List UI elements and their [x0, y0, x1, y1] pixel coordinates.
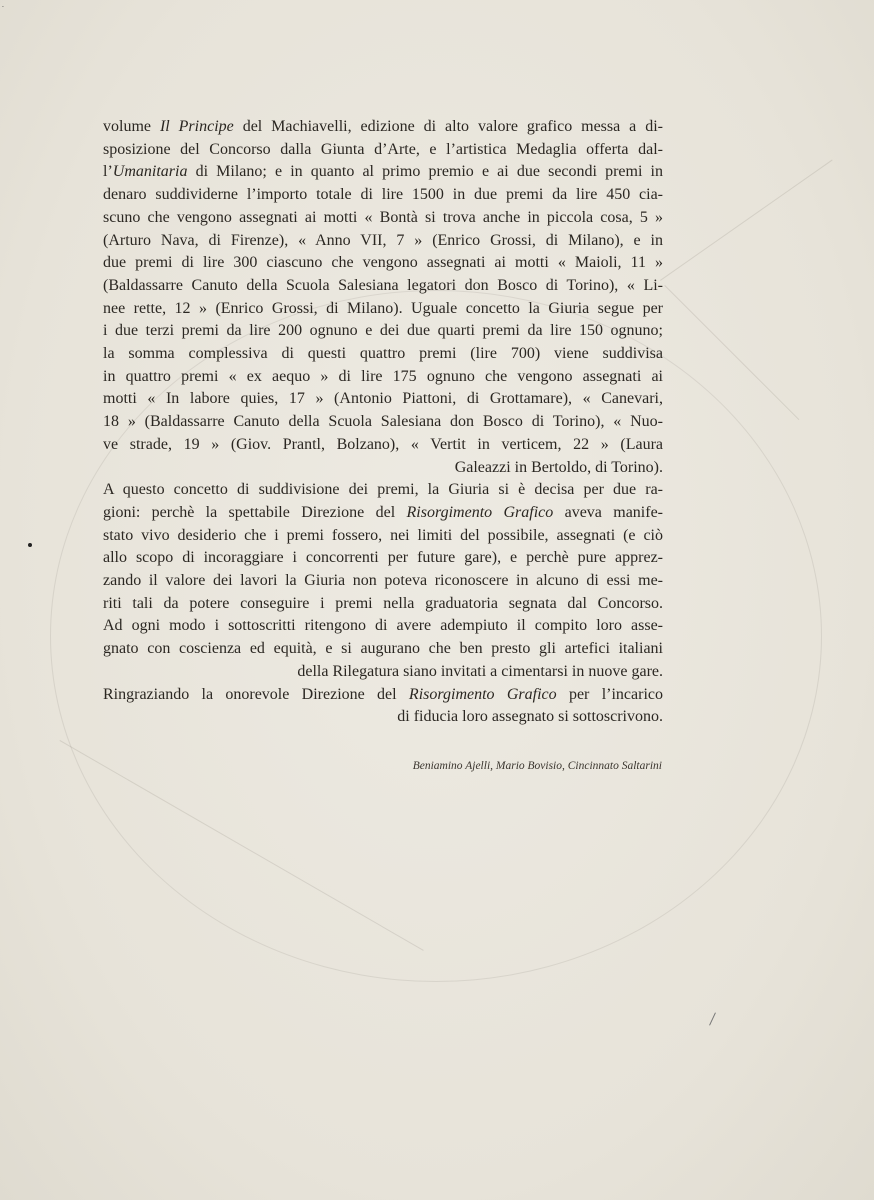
text-line: zando il valore dei lavori la Giuria non poteva riconoscere in alcuno di essi me-: [103, 572, 663, 590]
text-line: A questo concetto di suddivisione dei premi, la Giuria si è decisa per due ra-: [103, 481, 663, 499]
text-line: di fiducia loro assegnato si sottoscrivono.: [397, 708, 663, 726]
paragraph-1: [103, 116, 663, 479]
text-line: della Rilegatura siano invitati a cimentarsi in nuove gare.: [297, 662, 663, 680]
text-line: (Arturo Nava, di Firenze), « Anno VII, 7 » (Enrico Grossi, di Milano), e in: [103, 231, 663, 249]
text-line: i due terzi premi da lire 200 ognuno e dei due quarti premi da lire 150 ognuno;: [103, 322, 663, 340]
text-line: gioni: perchè la spettabile Direzione del Risorgimento Grafico aveva manife-: [103, 503, 664, 521]
body-text: [103, 116, 663, 729]
text-line: volume Il Principe del Machiavelli, edizione di alto valore grafico messa a di-: [103, 118, 663, 135]
text-line: Ringraziando la onorevole Direzione del Risorgimento Grafico per l’incarico: [103, 685, 663, 703]
text-line: (Baldassarre Canuto della Scuola Salesiana legatori don Bosco di Torino), « Li-: [103, 276, 663, 294]
paragraph-2: [103, 479, 663, 683]
margin-dot: [28, 543, 32, 547]
signature: Beniamino Ajelli, Mario Bovisio, Cincinnato Saltarini: [412, 760, 662, 772]
margin-tick: [709, 1012, 716, 1025]
text-line: stato vivo desiderio che i premi fossero, nei limiti del possibile, assegnati (e ciò: [103, 526, 663, 544]
text-line: allo scopo di incoraggiare i concorrenti per future gare), e perchè pure apprez-: [103, 549, 663, 567]
text-line: ve strade, 19 » (Giov. Prantl, Bolzano), « Vertit in verticem, 22 » (Laura: [103, 435, 663, 453]
text-line: riti tali da potere conseguire i premi nella graduatoria segnata dal Concorso.: [103, 594, 663, 612]
text-line: in quattro premi « ex aequo » di lire 175 ognuno che vengono assegnati ai: [103, 367, 663, 385]
text-line: motti « In labore quies, 17 » (Antonio Piattoni, di Grottamare), « Canevari,: [103, 390, 663, 408]
text-line: Ad ogni modo i sottoscritti ritengono di avere adempiuto il compito loro asse-: [103, 617, 663, 635]
text-line: denaro suddividerne l’importo totale di lire 1500 in due premi da lire 450 cia-: [103, 186, 663, 204]
text-line: l’Umanitaria di Milano; e in quanto al primo premio e ai due secondi premi in: [103, 163, 663, 181]
text-line: sposizione del Concorso dalla Giunta d’Arte, e l’artistica Medaglia offerta dal-: [103, 140, 663, 158]
text-line: 18 » (Baldassarre Canuto della Scuola Salesiana don Bosco di Torino), « Nuo-: [103, 413, 663, 431]
watermark-line: [660, 160, 833, 281]
text-line: scuno che vengono assegnati ai motti « Bontà si trova anche in piccola cosa, 5 »: [103, 208, 663, 226]
text-line: gnato con coscienza ed equità, e si augurano che ben presto gli artefici italiani: [103, 640, 663, 658]
text-line: nee rette, 12 » (Enrico Grossi, di Milano). Uguale concetto la Giuria segue per: [103, 299, 663, 317]
paragraph-3: [103, 684, 663, 729]
text-line: due premi di lire 300 ciascuno che vengono assegnati ai motti « Maioli, 11 »: [103, 254, 663, 272]
text-line: Galeazzi in Bertoldo, di Torino).: [454, 458, 663, 476]
corner-mark: .: [2, 2, 4, 9]
text-line: la somma complessiva di questi quattro premi (lire 700) viene suddivisa: [103, 345, 663, 363]
